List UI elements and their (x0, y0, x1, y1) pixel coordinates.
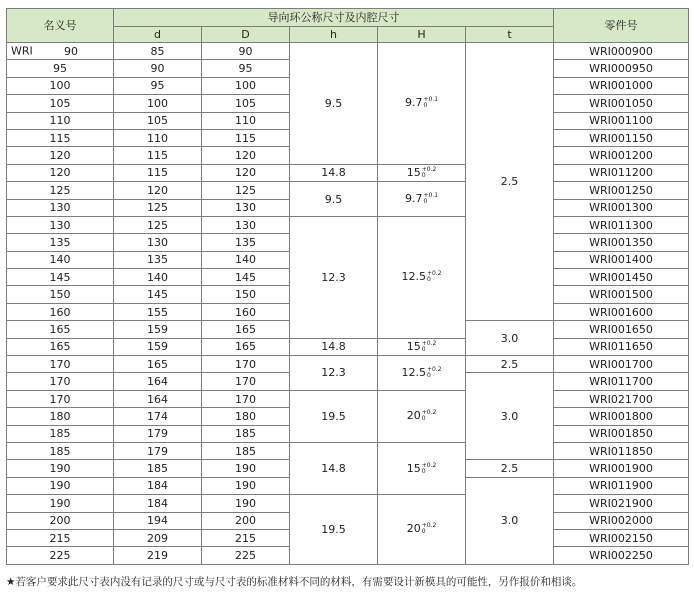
table-row (7, 216, 689, 233)
D-cell: 140 (202, 251, 290, 268)
tolerance-lower: 0 (421, 415, 426, 423)
nominal-cell (7, 43, 114, 60)
tolerance-lower: 0 (421, 171, 426, 179)
part-number-cell: WRI011650 (554, 338, 689, 355)
d-cell: 90 (114, 60, 202, 77)
table-row (7, 390, 689, 407)
D-cell: 135 (202, 234, 290, 251)
tolerance-upper: +0.2 (426, 270, 442, 278)
nominal-cell: 225 (7, 547, 114, 564)
nominal-cell: 105 (7, 95, 114, 112)
D-cell: 165 (202, 321, 290, 338)
D-cell: 120 (202, 164, 290, 181)
D-cell: 190 (202, 460, 290, 477)
h-cell: 14.8 (290, 442, 378, 494)
part-number-cell: WRI021700 (554, 390, 689, 407)
header-h: h (290, 27, 378, 43)
tolerance-upper: +0.2 (421, 165, 437, 173)
tolerance (422, 463, 437, 475)
part-number-cell: WRI002150 (554, 529, 689, 546)
tolerance (422, 167, 437, 179)
nominal-value: 90 (64, 44, 78, 58)
part-number-cell: WRI002000 (554, 512, 689, 529)
H-value: 9.7 (404, 192, 423, 206)
nominal-cell: 115 (7, 129, 114, 146)
H-value: 20 (406, 409, 421, 423)
D-cell: 185 (202, 442, 290, 459)
d-cell: 159 (114, 338, 202, 355)
nominal-cell: 190 (7, 460, 114, 477)
tolerance-lower: 0 (423, 102, 428, 110)
table-row (7, 356, 689, 373)
tolerance (427, 271, 442, 283)
tolerance-upper: +0.2 (421, 339, 437, 347)
part-number-cell: WRI001650 (554, 321, 689, 338)
H-cell (378, 164, 466, 181)
tolerance (423, 97, 438, 109)
part-number-cell: WRI001500 (554, 286, 689, 303)
d-cell: 110 (114, 129, 202, 146)
d-cell: 125 (114, 199, 202, 216)
D-cell: 150 (202, 286, 290, 303)
D-cell: 225 (202, 547, 290, 564)
D-cell: 95 (202, 60, 290, 77)
d-cell: 130 (114, 234, 202, 251)
nominal-cell: 130 (7, 199, 114, 216)
D-cell: 185 (202, 425, 290, 442)
H-value: 12.5 (401, 270, 426, 284)
D-cell: 170 (202, 356, 290, 373)
d-cell: 120 (114, 182, 202, 199)
h-cell: 19.5 (290, 390, 378, 442)
d-cell: 145 (114, 286, 202, 303)
t-cell: 3.0 (466, 477, 554, 564)
nominal-cell: 110 (7, 112, 114, 129)
d-cell: 219 (114, 547, 202, 564)
H-cell (378, 390, 466, 442)
nominal-cell: 190 (7, 477, 114, 494)
tolerance-upper: +0.1 (423, 96, 439, 104)
nominal-cell: 165 (7, 321, 114, 338)
part-number-cell: WRI001850 (554, 425, 689, 442)
nominal-cell: 100 (7, 77, 114, 94)
d-cell: 174 (114, 408, 202, 425)
header-H: H (378, 27, 466, 43)
nominal-cell: 185 (7, 442, 114, 459)
nominal-cell: 215 (7, 529, 114, 546)
tolerance (422, 341, 437, 353)
part-number-cell: WRI001350 (554, 234, 689, 251)
d-cell: 95 (114, 77, 202, 94)
d-cell: 115 (114, 147, 202, 164)
nominal-cell: 135 (7, 234, 114, 251)
header-nominal: 名义号 (7, 9, 114, 43)
nominal-cell: 170 (7, 390, 114, 407)
nominal-cell: 120 (7, 164, 114, 181)
d-cell: 135 (114, 251, 202, 268)
H-cell (378, 216, 466, 338)
tolerance-upper: +0.2 (421, 409, 437, 417)
h-cell: 12.3 (290, 356, 378, 391)
part-number-cell: WRI000950 (554, 60, 689, 77)
nominal-cell: 200 (7, 512, 114, 529)
D-cell: 180 (202, 408, 290, 425)
H-value: 15 (406, 461, 421, 475)
part-number-cell: WRI011200 (554, 164, 689, 181)
part-number-cell: WRI021900 (554, 495, 689, 512)
nominal-cell: 190 (7, 495, 114, 512)
H-cell (378, 356, 466, 391)
H-cell (378, 442, 466, 494)
tolerance-lower: 0 (426, 371, 431, 379)
part-number-cell: WRI011850 (554, 442, 689, 459)
d-cell: 184 (114, 495, 202, 512)
table-body (7, 43, 689, 565)
tolerance (422, 410, 437, 422)
nominal-cell: 125 (7, 182, 114, 199)
D-cell: 125 (202, 182, 290, 199)
size-table (6, 8, 689, 565)
tolerance-lower: 0 (421, 467, 426, 475)
footnote: ★若客户要求此尺寸表内没有记录的尺寸或与尺寸表的标准材料不同的材料，有需要设计新模具的可能性，另作报价和相谈。 (6, 576, 583, 588)
d-cell: 184 (114, 477, 202, 494)
part-number-cell: WRI001000 (554, 77, 689, 94)
table-row (7, 442, 689, 459)
tolerance-upper: +0.2 (421, 461, 437, 469)
H-value: 20 (406, 522, 421, 536)
part-number-cell: WRI011300 (554, 216, 689, 233)
nominal-cell: 170 (7, 356, 114, 373)
header-part-number: 零件号 (554, 9, 689, 43)
tolerance-lower: 0 (426, 276, 431, 284)
D-cell: 200 (202, 512, 290, 529)
tolerance-upper: +0.1 (423, 192, 439, 200)
D-cell: 90 (202, 43, 290, 60)
D-cell: 190 (202, 495, 290, 512)
H-value: 15 (406, 165, 421, 179)
d-cell: 164 (114, 390, 202, 407)
t-cell: 3.0 (466, 321, 554, 356)
d-cell: 179 (114, 442, 202, 459)
part-number-cell: WRI001150 (554, 129, 689, 146)
nominal-cell: 170 (7, 373, 114, 390)
nominal-cell: 145 (7, 269, 114, 286)
header-t: t (466, 27, 554, 43)
D-cell: 170 (202, 390, 290, 407)
tolerance (427, 367, 442, 379)
d-cell: 185 (114, 460, 202, 477)
wri-prefix: WRI (11, 44, 33, 58)
t-cell: 2.5 (466, 356, 554, 373)
nominal-cell: 130 (7, 216, 114, 233)
tolerance-lower: 0 (423, 198, 428, 206)
H-value: 15 (406, 339, 421, 353)
D-cell: 130 (202, 216, 290, 233)
part-number-cell: WRI001400 (554, 251, 689, 268)
nominal-cell: 165 (7, 338, 114, 355)
nominal-cell: 150 (7, 286, 114, 303)
d-cell: 165 (114, 356, 202, 373)
d-cell: 140 (114, 269, 202, 286)
tolerance (423, 193, 438, 205)
D-cell: 160 (202, 303, 290, 320)
nominal-cell: 120 (7, 147, 114, 164)
t-cell: 3.0 (466, 373, 554, 460)
part-number-cell: WRI000900 (554, 43, 689, 60)
D-cell: 190 (202, 477, 290, 494)
D-cell: 100 (202, 77, 290, 94)
part-number-cell: WRI001900 (554, 460, 689, 477)
nominal-cell: 160 (7, 303, 114, 320)
part-number-cell: WRI001300 (554, 199, 689, 216)
header-d: d (114, 27, 202, 43)
D-cell: 170 (202, 373, 290, 390)
part-number-cell: WRI001450 (554, 269, 689, 286)
part-number-cell: WRI001250 (554, 182, 689, 199)
tolerance-upper: +0.2 (426, 365, 442, 373)
d-cell: 159 (114, 321, 202, 338)
D-cell: 145 (202, 269, 290, 286)
d-cell: 85 (114, 43, 202, 60)
D-cell: 130 (202, 199, 290, 216)
t-cell: 2.5 (466, 43, 554, 321)
part-number-cell: WRI001200 (554, 147, 689, 164)
d-cell: 194 (114, 512, 202, 529)
h-cell: 19.5 (290, 495, 378, 565)
d-cell: 179 (114, 425, 202, 442)
H-cell (378, 182, 466, 217)
d-cell: 155 (114, 303, 202, 320)
H-value: 9.7 (404, 96, 423, 110)
part-number-cell: WRI011900 (554, 477, 689, 494)
part-number-cell: WRI002250 (554, 547, 689, 564)
nominal-cell: 140 (7, 251, 114, 268)
nominal-cell: 180 (7, 408, 114, 425)
part-number-cell: WRI001050 (554, 95, 689, 112)
h-cell: 9.5 (290, 182, 378, 217)
table-row (7, 338, 689, 355)
d-cell: 115 (114, 164, 202, 181)
H-value: 12.5 (401, 365, 426, 379)
table-row (7, 182, 689, 199)
tolerance (422, 523, 437, 535)
h-cell: 9.5 (290, 43, 378, 165)
D-cell: 215 (202, 529, 290, 546)
tolerance-upper: +0.2 (421, 522, 437, 530)
H-cell (378, 43, 466, 165)
H-cell (378, 338, 466, 355)
tolerance-lower: 0 (421, 528, 426, 536)
nominal-cell: 95 (7, 60, 114, 77)
D-cell: 165 (202, 338, 290, 355)
h-cell: 14.8 (290, 164, 378, 181)
d-cell: 164 (114, 373, 202, 390)
d-cell: 105 (114, 112, 202, 129)
part-number-cell: WRI001700 (554, 356, 689, 373)
part-number-cell: WRI001800 (554, 408, 689, 425)
d-cell: 209 (114, 529, 202, 546)
part-number-cell: WRI001600 (554, 303, 689, 320)
table-row (7, 43, 689, 60)
tolerance-lower: 0 (421, 345, 426, 353)
D-cell: 110 (202, 112, 290, 129)
header-dimensions-group: 导向环公称尺寸及内腔尺寸 (114, 9, 554, 27)
h-cell: 14.8 (290, 338, 378, 355)
d-cell: 100 (114, 95, 202, 112)
D-cell: 115 (202, 129, 290, 146)
table-row (7, 495, 689, 512)
h-cell: 12.3 (290, 216, 378, 338)
table-row (7, 164, 689, 181)
D-cell: 105 (202, 95, 290, 112)
part-number-cell: WRI001100 (554, 112, 689, 129)
H-cell (378, 495, 466, 565)
D-cell: 120 (202, 147, 290, 164)
t-cell: 2.5 (466, 460, 554, 477)
header-D: D (202, 27, 290, 43)
nominal-cell: 185 (7, 425, 114, 442)
part-number-cell: WRI011700 (554, 373, 689, 390)
d-cell: 125 (114, 216, 202, 233)
